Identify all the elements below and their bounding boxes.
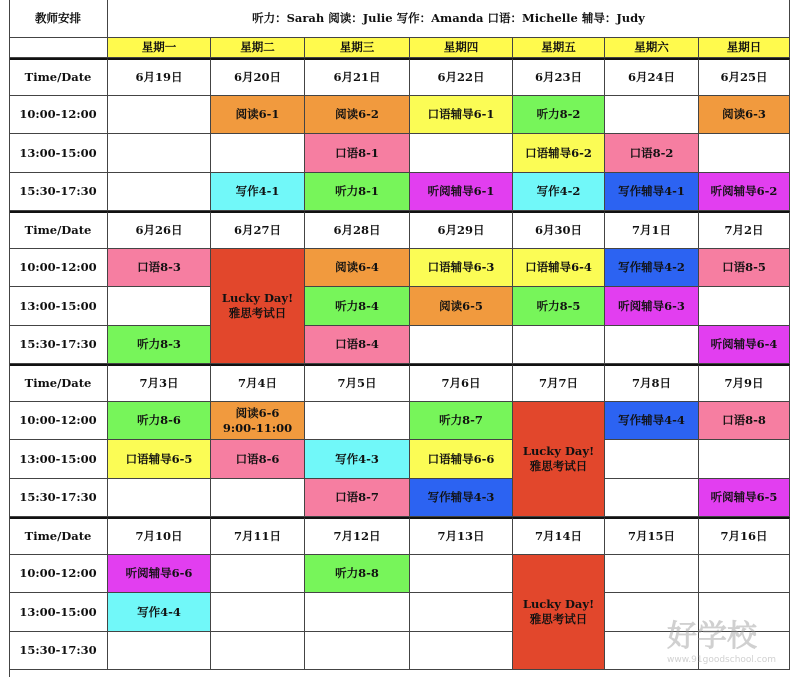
empty-cell (410, 555, 513, 593)
weekday-header: 星期三 (305, 38, 410, 58)
empty-cell (605, 632, 699, 670)
weekday-header: 星期日 (699, 38, 790, 58)
class-cell: 听力8-1 (305, 173, 410, 211)
date-cell: 6月23日 (513, 58, 605, 96)
class-cell: 听阅辅导6-4 (699, 326, 790, 364)
class-cell: 口语8-8 (699, 402, 790, 440)
empty-cell (305, 593, 410, 631)
date-cell: 6月19日 (108, 58, 211, 96)
class-cell: 听阅辅导6-5 (699, 479, 790, 517)
class-cell: 写作4-4 (108, 593, 211, 631)
date-cell: 6月25日 (699, 58, 790, 96)
class-cell: 听阅辅导6-1 (410, 173, 513, 211)
empty-cell (305, 402, 410, 440)
empty-cell (211, 555, 305, 593)
weekday-header: 星期四 (410, 38, 513, 58)
empty-cell (605, 555, 699, 593)
time-slot-label: 10:00-12:00 (9, 96, 108, 134)
date-cell: 6月22日 (410, 58, 513, 96)
class-cell: 听力8-6 (108, 402, 211, 440)
class-cell: 写作4-1 (211, 173, 305, 211)
date-cell: 6月29日 (410, 211, 513, 249)
empty-cell (699, 440, 790, 478)
schedule-table (9, 0, 790, 677)
class-cell: 听力8-5 (513, 287, 605, 325)
date-cell: 6月28日 (305, 211, 410, 249)
class-cell: 口语8-6 (211, 440, 305, 478)
time-slot-label: 13:00-15:00 (9, 287, 108, 325)
class-cell: 写作辅导4-2 (605, 249, 699, 287)
empty-cell (211, 593, 305, 631)
date-cell: 7月13日 (410, 517, 513, 555)
empty-cell (605, 96, 699, 134)
empty-cell (605, 593, 699, 631)
time-date-label: Time/Date (9, 517, 108, 555)
empty-cell (108, 96, 211, 134)
time-slot-label: 13:00-15:00 (9, 134, 108, 172)
class-cell: 听阅辅导6-2 (699, 173, 790, 211)
empty-cell (513, 326, 605, 364)
date-cell: 6月30日 (513, 211, 605, 249)
time-slot-label: 15:30-17:30 (9, 173, 108, 211)
weekday-header: 星期五 (513, 38, 605, 58)
class-cell: 阅读6-2 (305, 96, 410, 134)
empty-cell (108, 287, 211, 325)
class-cell: 写作辅导4-3 (410, 479, 513, 517)
date-cell: 7月3日 (108, 364, 211, 402)
date-cell: 6月27日 (211, 211, 305, 249)
time-date-label: Time/Date (9, 364, 108, 402)
teacher-assignments: 听力：Sarah 阅读：Julie 写作：Amanda 口语：Michelle 辅导：Judy (108, 0, 790, 38)
watermark-url: www.91goodschool.com (667, 655, 776, 665)
date-cell: 7月15日 (605, 517, 699, 555)
date-cell: 7月8日 (605, 364, 699, 402)
class-cell: 听阅辅导6-6 (108, 555, 211, 593)
class-cell: 阅读6-1 (211, 96, 305, 134)
empty-cell (305, 632, 410, 670)
empty-cell (211, 134, 305, 172)
class-cell: 听力8-4 (305, 287, 410, 325)
date-cell: 7月2日 (699, 211, 790, 249)
empty-cell (605, 440, 699, 478)
date-cell: 7月4日 (211, 364, 305, 402)
empty-cell (605, 479, 699, 517)
class-cell: 口语辅导6-1 (410, 96, 513, 134)
date-cell: 7月1日 (605, 211, 699, 249)
class-cell: 听力8-8 (305, 555, 410, 593)
time-slot-label: 10:00-12:00 (9, 249, 108, 287)
empty-cell (410, 593, 513, 631)
empty-cell (410, 632, 513, 670)
time-slot-label: 10:00-12:00 (9, 402, 108, 440)
class-cell: 写作辅导4-1 (605, 173, 699, 211)
class-cell: 口语辅导6-6 (410, 440, 513, 478)
watermark-text: 好学校 (667, 619, 758, 654)
class-cell: 写作辅导4-4 (605, 402, 699, 440)
time-slot-label: 13:00-15:00 (9, 440, 108, 478)
empty-cell (605, 326, 699, 364)
class-cell: 口语辅导6-4 (513, 249, 605, 287)
date-cell: 7月11日 (211, 517, 305, 555)
class-cell: 口语8-1 (305, 134, 410, 172)
weekday-header-blank (9, 38, 108, 58)
date-cell: 7月12日 (305, 517, 410, 555)
empty-cell (108, 173, 211, 211)
date-cell: 6月20日 (211, 58, 305, 96)
empty-cell (699, 555, 790, 593)
date-cell: 7月5日 (305, 364, 410, 402)
weekday-header: 星期六 (605, 38, 699, 58)
time-slot-label: 10:00-12:00 (9, 555, 108, 593)
empty-cell (699, 134, 790, 172)
empty-cell (410, 134, 513, 172)
date-cell: 7月7日 (513, 364, 605, 402)
class-cell: 口语辅导6-3 (410, 249, 513, 287)
class-cell: 口语8-3 (108, 249, 211, 287)
date-cell: 7月6日 (410, 364, 513, 402)
exam-day-cell: Lucky Day! 雅思考试日 (513, 555, 605, 670)
class-cell: 写作4-2 (513, 173, 605, 211)
empty-cell (699, 287, 790, 325)
class-cell: 口语辅导6-2 (513, 134, 605, 172)
time-slot-label: 15:30-17:30 (9, 479, 108, 517)
class-cell: 阅读6-3 (699, 96, 790, 134)
exam-day-cell: Lucky Day! 雅思考试日 (211, 249, 305, 364)
class-cell: 听力8-2 (513, 96, 605, 134)
class-cell: 口语8-4 (305, 326, 410, 364)
class-cell: 口语8-7 (305, 479, 410, 517)
time-slot-label: 15:30-17:30 (9, 632, 108, 670)
corner-label: 教师安排 (9, 0, 108, 38)
empty-cell (108, 134, 211, 172)
class-cell: 阅读6-4 (305, 249, 410, 287)
date-cell: 7月14日 (513, 517, 605, 555)
class-cell: 口语辅导6-5 (108, 440, 211, 478)
date-cell: 7月16日 (699, 517, 790, 555)
date-cell: 6月26日 (108, 211, 211, 249)
class-cell: 听阅辅导6-3 (605, 287, 699, 325)
date-cell: 6月21日 (305, 58, 410, 96)
empty-cell (410, 326, 513, 364)
time-slot-label: 15:30-17:30 (9, 326, 108, 364)
date-cell: 6月24日 (605, 58, 699, 96)
class-cell: 听力8-3 (108, 326, 211, 364)
date-cell: 7月9日 (699, 364, 790, 402)
empty-cell (211, 632, 305, 670)
time-slot-label: 13:00-15:00 (9, 593, 108, 631)
weekday-header: 星期二 (211, 38, 305, 58)
class-cell: 听力8-7 (410, 402, 513, 440)
exam-day-cell: Lucky Day! 雅思考试日 (513, 402, 605, 517)
weekday-header: 星期一 (108, 38, 211, 58)
class-cell: 阅读6-5 (410, 287, 513, 325)
class-cell: 写作4-3 (305, 440, 410, 478)
date-cell: 7月10日 (108, 517, 211, 555)
class-cell: 阅读6-6 9:00-11:00 (211, 402, 305, 440)
empty-cell (108, 632, 211, 670)
class-cell: 口语8-5 (699, 249, 790, 287)
class-cell: 口语8-2 (605, 134, 699, 172)
time-date-label: Time/Date (9, 211, 108, 249)
empty-cell (211, 479, 305, 517)
empty-cell (108, 479, 211, 517)
empty-cell (699, 593, 790, 631)
empty-cell (699, 632, 790, 670)
time-date-label: Time/Date (9, 58, 108, 96)
